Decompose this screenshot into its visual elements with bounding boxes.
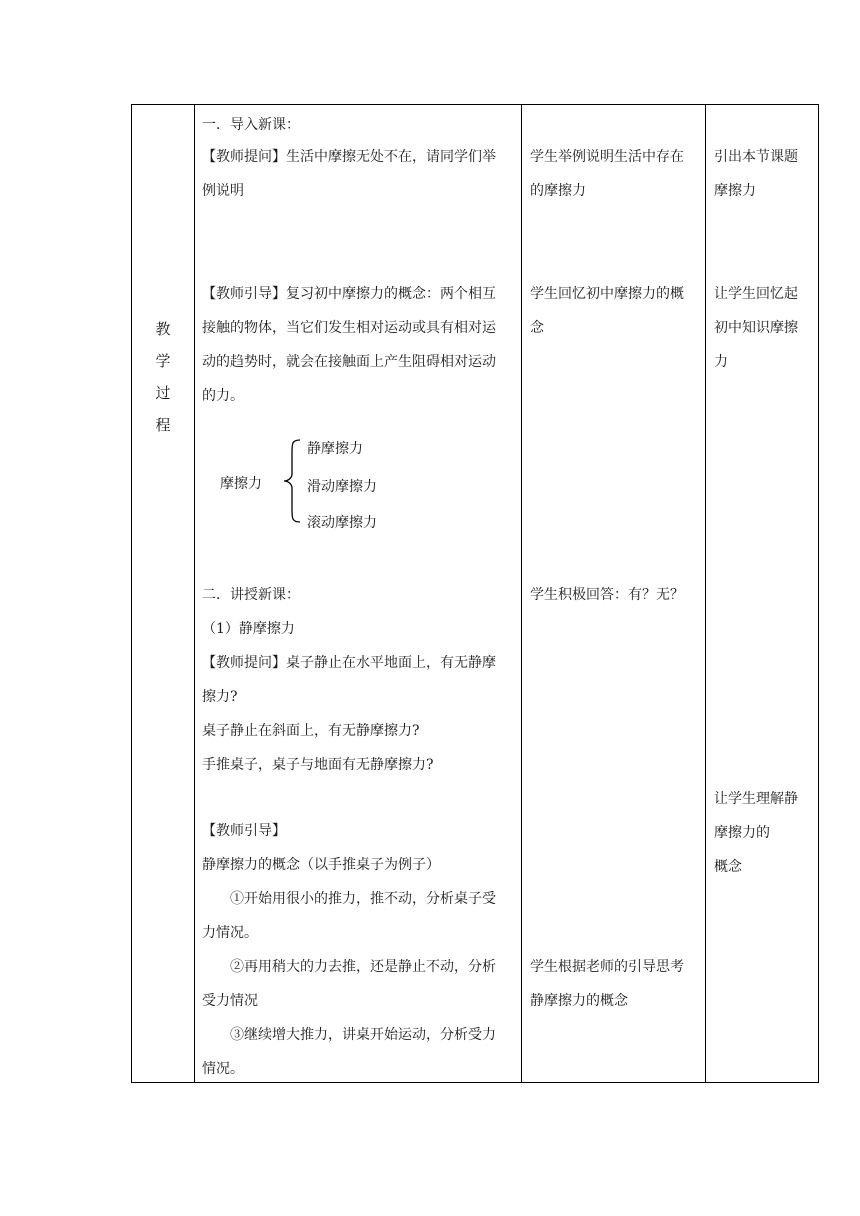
- section-label-column: [132, 105, 194, 1082]
- section-label-char: 程: [155, 416, 171, 434]
- content-line: 手推桌子，桌子与地面有无静摩擦力?: [202, 757, 434, 773]
- student-line: 学生根据老师的引导思考: [530, 959, 684, 975]
- content-line: 受力情况: [202, 993, 258, 1009]
- content-line: 接触的物体，当它们发生相对运动或具有相对运: [202, 320, 496, 336]
- intent-line: 让学生理解静: [714, 791, 798, 807]
- column-divider-3: [705, 105, 706, 1082]
- intent-line: 摩擦力: [714, 183, 756, 199]
- intent-line: 让学生回忆起: [714, 286, 798, 302]
- content-line: 静摩擦力的概念（以手推桌子为例子）: [202, 857, 440, 873]
- content-line: 一．导入新课：: [202, 117, 300, 133]
- content-line: （1）静摩擦力: [202, 621, 295, 637]
- brace-label: 摩擦力: [220, 476, 262, 492]
- intent-line: 概念: [714, 859, 742, 875]
- brace-item: 滚动摩擦力: [307, 515, 377, 531]
- brace-item: 静摩擦力: [307, 441, 363, 457]
- content-line: 情况。: [202, 1061, 244, 1077]
- column-divider-1: [194, 105, 195, 1082]
- content-line: ③继续增大推力，讲桌开始运动，分析受力: [230, 1027, 496, 1043]
- student-line: 念: [530, 320, 544, 336]
- content-line: 例说明: [202, 183, 244, 199]
- section-label-char: 学: [155, 352, 171, 370]
- intent-line: 摩擦力的: [714, 825, 770, 841]
- content-line: 动的趋势时，就会在接触面上产生阻碍相对运动: [202, 354, 496, 370]
- content-line: 【教师提问】生活中摩擦无处不在，请同学们举: [202, 149, 496, 165]
- section-label-char: 过: [155, 384, 171, 402]
- content-line: 【教师引导】复习初中摩擦力的概念：两个相互: [202, 286, 496, 302]
- curly-brace-icon: [282, 438, 304, 524]
- brace-item: 滑动摩擦力: [307, 479, 377, 495]
- intent-line: 引出本节课题: [714, 149, 798, 165]
- student-line: 的摩擦力: [530, 183, 586, 199]
- content-line: 的力。: [202, 388, 244, 404]
- content-line: 二．讲授新课：: [202, 587, 300, 603]
- intent-line: 力: [714, 354, 728, 370]
- student-line: 学生积极回答：有？无？: [530, 587, 684, 603]
- content-line: ①开始用很小的推力，推不动，分析桌子受: [230, 891, 496, 907]
- section-label-char: 教: [155, 320, 171, 338]
- intent-line: 初中知识摩擦: [714, 320, 798, 336]
- student-line: 学生举例说明生活中存在: [530, 149, 684, 165]
- content-line: ②再用稍大的力去推，还是静止不动，分析: [230, 959, 496, 975]
- student-line: 学生回忆初中摩擦力的概: [530, 286, 684, 302]
- content-line: 桌子静止在斜面上，有无静摩擦力?: [202, 723, 420, 739]
- content-line: 【教师提问】桌子静止在水平地面上，有无静摩: [202, 655, 496, 671]
- student-line: 静摩擦力的概念: [530, 993, 628, 1009]
- content-line: 【教师引导】: [202, 823, 286, 839]
- column-divider-2: [521, 105, 522, 1082]
- content-line: 力情况。: [202, 925, 258, 941]
- lesson-table: [131, 104, 819, 1083]
- content-line: 擦力?: [202, 689, 238, 705]
- section-label: [132, 313, 194, 441]
